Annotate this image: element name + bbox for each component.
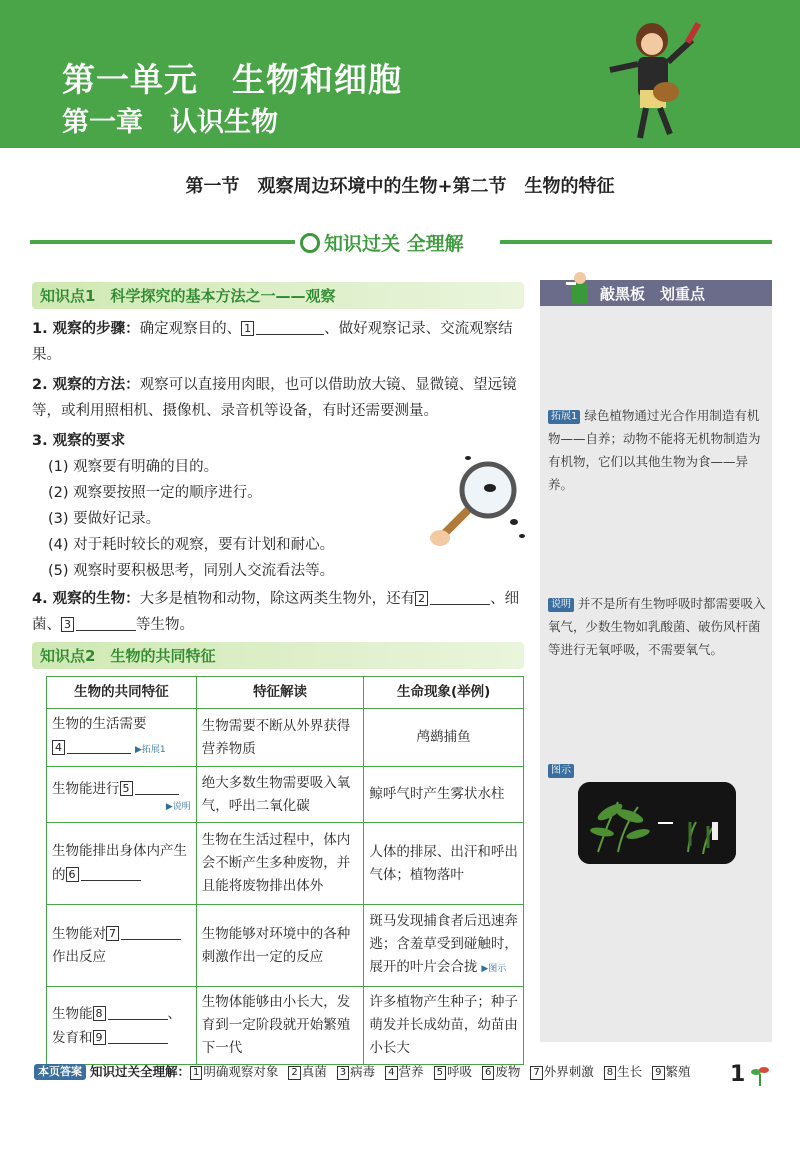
example-cell: 鸬鹚捕鱼 [364, 709, 524, 767]
item-title: 1. 观察的步骤： [32, 321, 140, 337]
example-cell: 人体的排尿、出汗和呼出气体；植物落叶 [364, 823, 524, 905]
observe-steps [32, 316, 532, 368]
desc-cell: 生物体能够由小长大，发育到一定阶段就开始繁殖下一代 [196, 987, 364, 1065]
answer-text: 营养 [398, 1064, 424, 1079]
fill-blank[interactable] [430, 587, 490, 605]
table-row [47, 905, 524, 987]
desc-cell: 绝大多数生物需要吸入氧气，呼出二氧化碳 [196, 767, 364, 823]
table-header-row [47, 677, 524, 709]
feature-cell [47, 905, 197, 987]
table-header: 生物的共同特征 [47, 677, 197, 709]
example-cell: 鲸呼气时产生雾状水柱 [364, 767, 524, 823]
answer-item [337, 1064, 375, 1079]
blank-number: 2 [415, 591, 428, 606]
knowledge-gate-label: 知识过关 全理解 [324, 233, 464, 255]
answer-text: 外界刺激 [543, 1064, 594, 1079]
feature-text: 生物能进行 [52, 780, 120, 797]
requirement-line: (4) 对于耗时较长的观察，要有计划和耐心。 [48, 537, 335, 553]
answer-text: 真菌 [301, 1064, 327, 1079]
blank-number: 8 [93, 1006, 106, 1021]
fill-blank[interactable] [108, 1026, 168, 1044]
example-cell: 许多植物产生种子；种子萌发并长成幼苗，幼苗由小长大 [364, 987, 524, 1065]
answer-label: 本页答案 [34, 1064, 86, 1080]
feature-text: 、发育和 [52, 1005, 181, 1046]
blank-number: 7 [106, 926, 119, 941]
unit-title: 第一单元 生物和细胞 [62, 60, 402, 99]
answer-item [190, 1064, 278, 1079]
table-row [47, 987, 524, 1065]
cross-ref-tag[interactable]: ▶说明 [165, 801, 191, 812]
answer-list [190, 1064, 701, 1079]
desc-cell: 生物能够对环境中的各种刺激作出一定的反应 [196, 905, 364, 987]
answer-number: 6 [482, 1066, 494, 1080]
item-text: 大多是植物和动物，除这两类生物外，还有 [139, 591, 416, 607]
answer-item [288, 1064, 326, 1079]
note-tag: 拓展1 [548, 410, 580, 424]
blank-number: 5 [120, 781, 133, 796]
kp2-banner: 知识点2 生物的共同特征 [32, 642, 524, 669]
table-row [47, 709, 524, 767]
table-header: 生命现象(举例) [364, 677, 524, 709]
feature-text: 作出反应 [52, 949, 106, 965]
answer-number: 1 [190, 1066, 202, 1080]
divider-right [500, 240, 772, 244]
answer-number: 5 [434, 1066, 446, 1080]
answer-number: 8 [604, 1066, 616, 1080]
requirement-line: (5) 观察时要积极思考，同别人交流看法等。 [48, 563, 335, 579]
sprout-icon [750, 1064, 770, 1086]
traits-table [46, 676, 524, 1065]
chapter-title: 第一章 认识生物 [62, 107, 278, 138]
answer-text: 明确观察对象 [203, 1064, 279, 1079]
cross-ref-tag[interactable]: ▶图示 [481, 964, 507, 974]
observe-methods [32, 372, 532, 424]
item-title: 2. 观察的方法： [32, 377, 140, 393]
sidebar-note-2 [548, 592, 766, 661]
blank-number: 6 [66, 867, 79, 882]
refresh-icon [300, 233, 320, 253]
sidebar-notes [540, 280, 772, 1042]
answer-item [530, 1064, 593, 1079]
cross-ref-tag[interactable]: ▶拓展1 [135, 745, 166, 755]
answer-number: 9 [652, 1066, 664, 1080]
answer-lead: 知识过关全理解： [89, 1064, 190, 1079]
answer-item [385, 1064, 423, 1079]
answer-item [604, 1064, 642, 1079]
desc-cell: 生物在生活过程中，体内会不断产生多种废物，并且能将废物排出体外 [196, 823, 364, 905]
answer-text: 病毒 [350, 1064, 376, 1079]
answer-text: 呼吸 [446, 1064, 472, 1079]
item-title: 4. 观察的生物： [32, 591, 140, 607]
note-text: 绿色植物通过光合作用制造有机物——自养；动物不能将无机物制造为有机物，它们以其他生物为食——异养。 [548, 408, 761, 492]
feature-cell [47, 767, 197, 823]
fill-blank[interactable] [76, 613, 136, 631]
answer-key [34, 1060, 704, 1084]
answer-text: 生长 [617, 1064, 643, 1079]
note-text: 并不是所有生物呼吸时都需要吸入氧气，少数生物如乳酸菌、破伤风杆菌等进行无氧呼吸，不需要氧气。 [548, 596, 766, 657]
item-text: 确定观察目的、 [139, 321, 242, 337]
requirement-line: (1) 观察要有明确的目的。 [48, 459, 219, 475]
note-tag: 图示 [548, 764, 574, 778]
magnifier-insects-illustration [428, 452, 528, 552]
answer-item [652, 1064, 690, 1079]
fill-blank[interactable] [135, 777, 179, 795]
divider-left [30, 240, 295, 244]
fill-blank[interactable] [67, 736, 131, 754]
feature-cell [47, 823, 197, 905]
answer-number: 2 [288, 1066, 300, 1080]
fill-blank[interactable] [81, 863, 141, 881]
table-row [47, 767, 524, 823]
table-row [47, 823, 524, 905]
item-text: 、细菌、 [32, 591, 520, 633]
example-cell [364, 905, 524, 987]
item-text: 观察可以直接用肉眼，也可以借助放大镜、显微镜、望远镜等，或利用照相机、摄像机、录音机等设备，有时还需要测量。 [32, 377, 517, 419]
answer-item [434, 1064, 472, 1079]
student-illustration [600, 12, 720, 152]
mimosa-photo [578, 782, 736, 864]
blank-number: 1 [241, 321, 254, 336]
fill-blank[interactable] [108, 1002, 168, 1020]
answer-text: 繁殖 [665, 1064, 691, 1079]
blank-number: 9 [93, 1030, 106, 1045]
feature-text: 生物的生活需要 [52, 716, 147, 732]
feature-text: 生物能排出身体内产生的 [52, 843, 187, 883]
observe-requirements [32, 428, 532, 454]
answer-text: 废物 [495, 1064, 521, 1079]
blank-number: 3 [61, 617, 74, 632]
desc-cell: 生物需要不断从外界获得营养物质 [196, 709, 364, 767]
note-tag: 说明 [548, 598, 574, 612]
answer-item [482, 1064, 520, 1079]
requirement-line: (2) 观察要按照一定的顺序进行。 [48, 485, 262, 501]
feature-text: 生物能 [52, 1005, 93, 1022]
feature-text: 生物能对 [52, 926, 106, 942]
chapter-header [0, 0, 800, 148]
knowledge-gate-title [300, 229, 464, 256]
page-number: 1 [730, 1062, 746, 1087]
sidebar-note-1 [548, 404, 766, 496]
item-title: 3. 观察的要求 [32, 433, 126, 449]
kp1-banner: 知识点1 科学探究的基本方法之一——观察 [32, 282, 524, 309]
sidebar-note-3 [548, 758, 766, 781]
table-header: 特征解读 [196, 677, 364, 709]
requirement-line: (3) 要做好记录。 [48, 511, 161, 527]
example-text: 斑马发现捕食者后迅速奔逃；含羞草受到碰触时，展开的叶片会合拢 [369, 913, 518, 975]
blank-number: 4 [52, 740, 65, 755]
answer-number: 3 [337, 1066, 349, 1080]
answer-number: 4 [385, 1066, 397, 1080]
feature-cell [47, 709, 197, 767]
feature-cell [47, 987, 197, 1065]
sidebar-header: 敲黑板 划重点 [540, 280, 772, 306]
fill-blank[interactable] [256, 317, 324, 335]
teacher-icon [566, 270, 594, 310]
observe-organisms [32, 586, 532, 638]
fill-blank[interactable] [121, 922, 181, 940]
item-text: 、做好观察记录、交流观察结果。 [32, 321, 513, 363]
item-text: 等生物。 [136, 617, 194, 633]
answer-number: 7 [530, 1066, 542, 1080]
section-title: 第一节 观察周边环境中的生物+第二节 生物的特征 [185, 176, 615, 197]
